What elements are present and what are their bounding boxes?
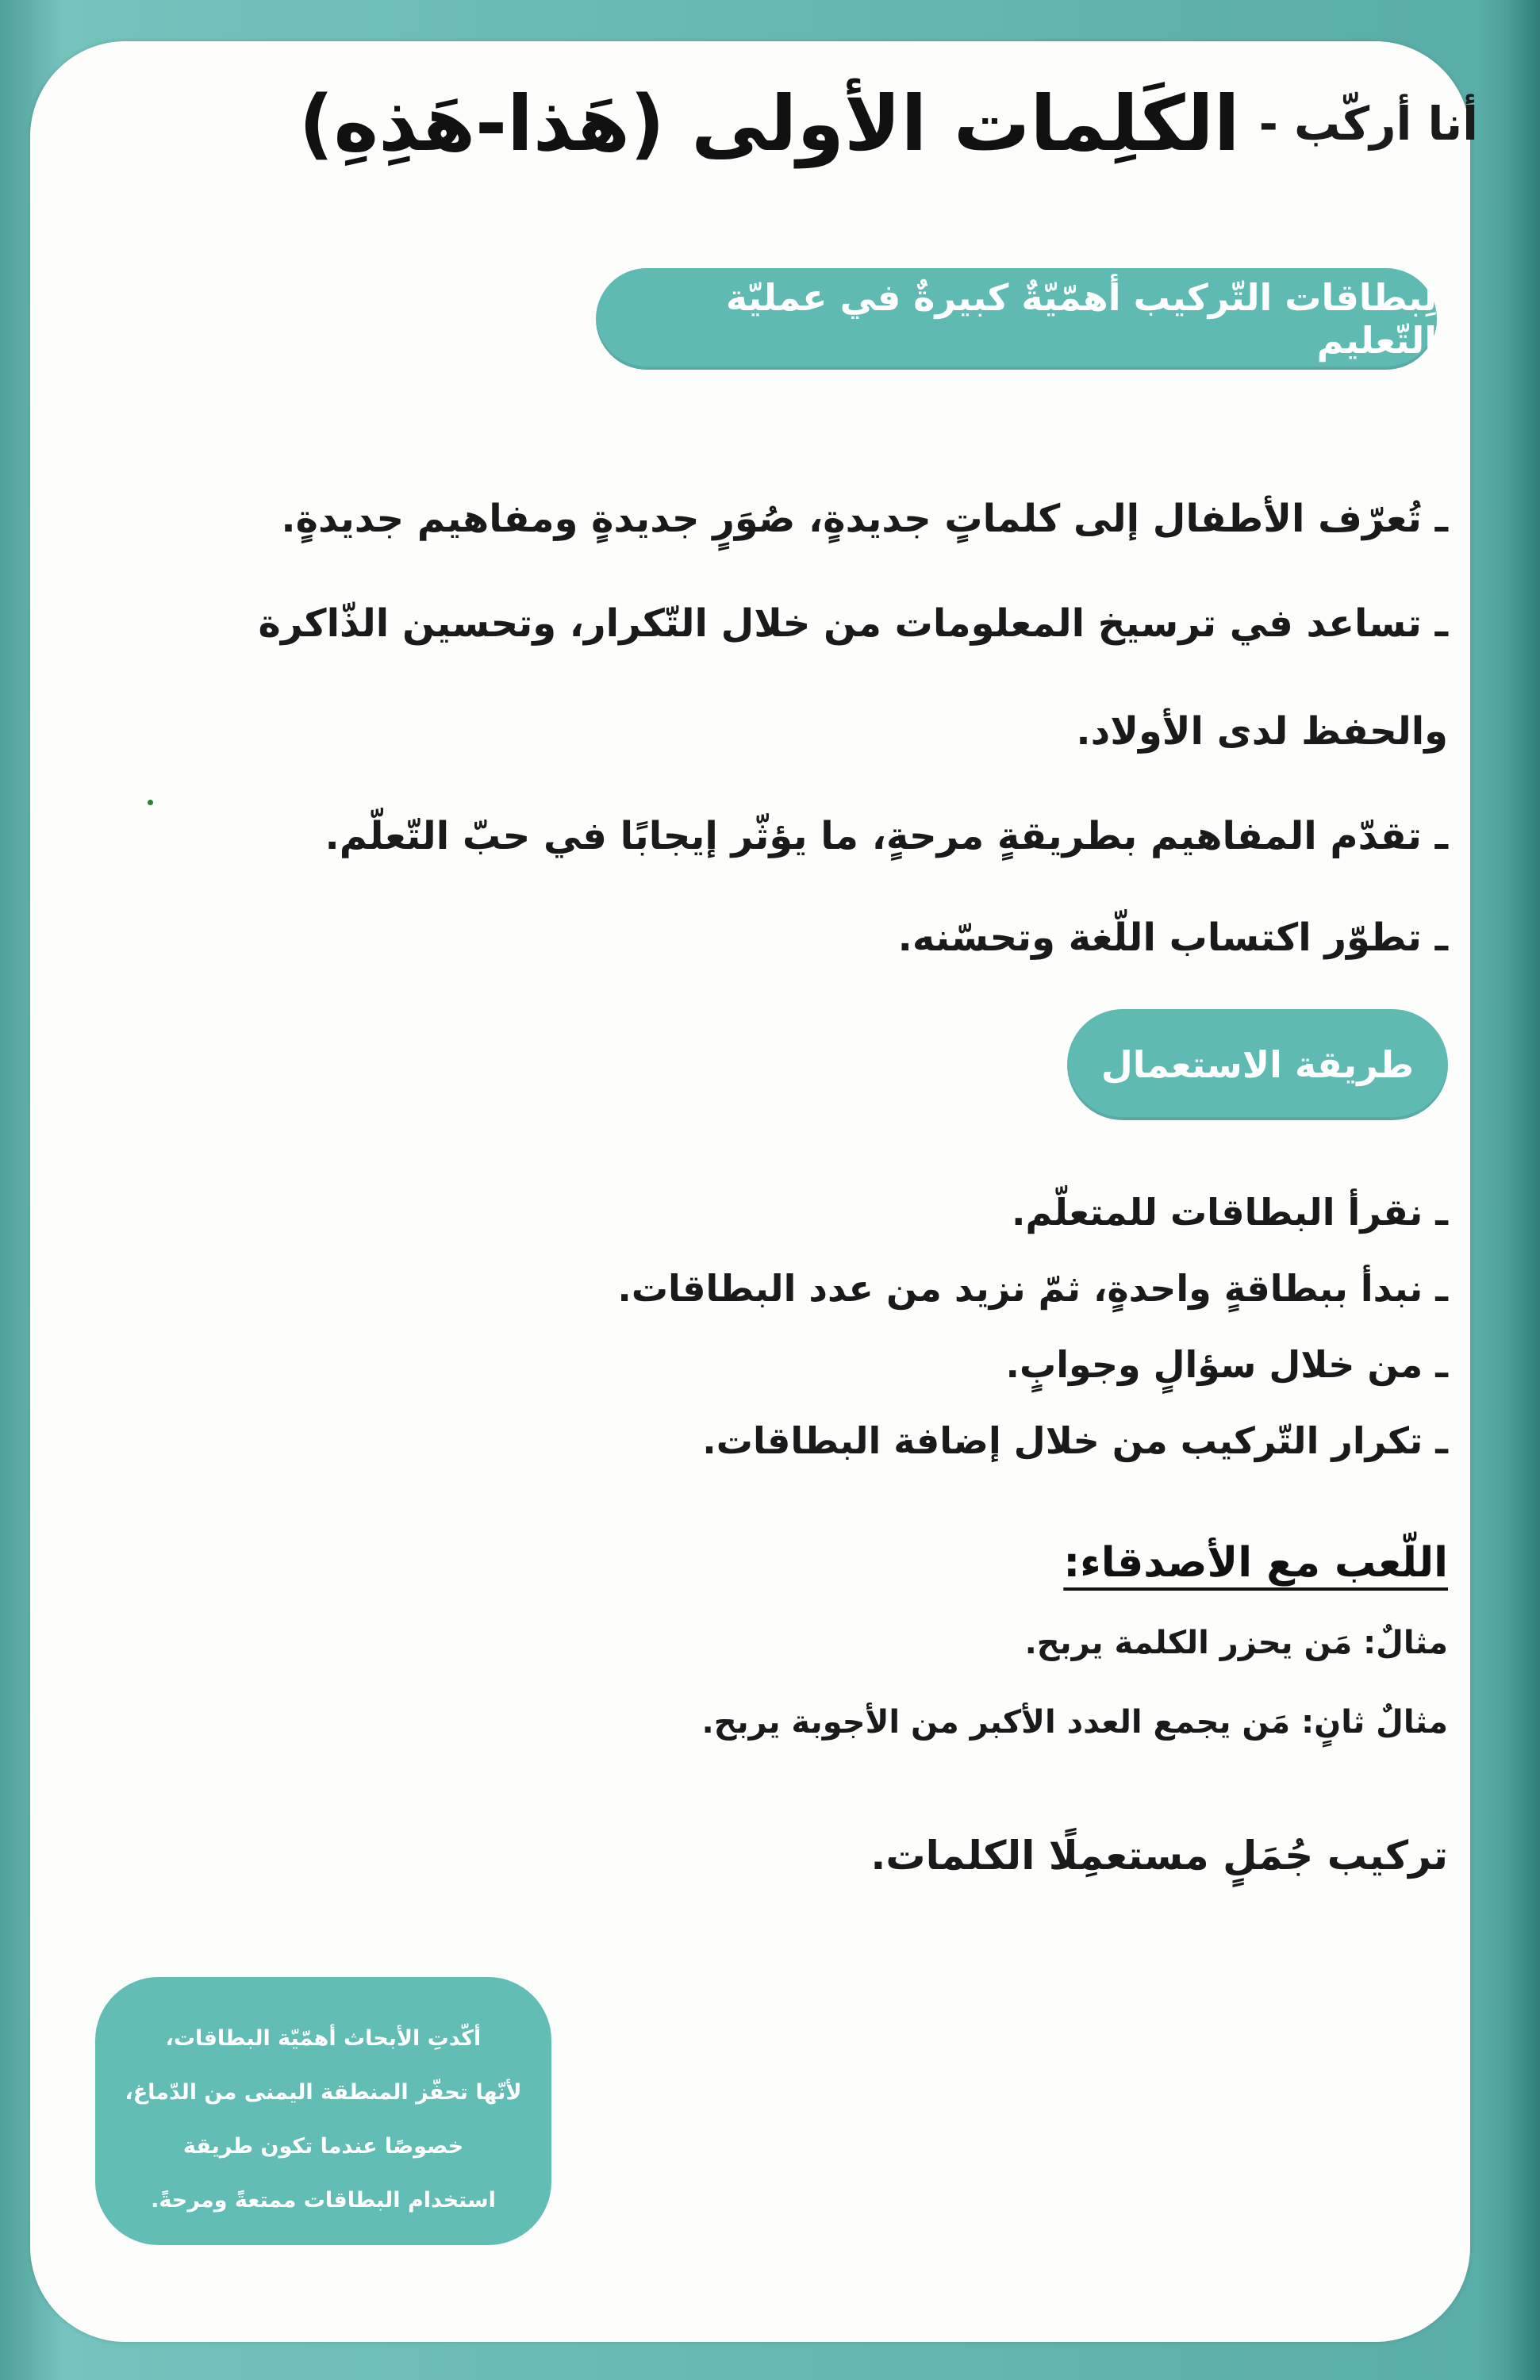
list-item-continuation: والحفظ لدى الأولاد. [1076,709,1448,754]
card-box-edge [1510,0,1540,2380]
list-item: ـ تقدّم المفاهيم بطريقةٍ مرحةٍ، ما يؤثّر إيجابًا في حبّ التّعلّم. [325,814,1448,858]
page-title [145,79,1478,168]
list-item: ـ تكرار التّركيب من خلال إضافة البطاقات. [702,1419,1448,1462]
research-note-line: استخدام البطاقات ممتعةً ومرحةً. [151,2188,496,2213]
list-item: ـ نقرأ البطاقات للمتعلّم. [1011,1191,1448,1234]
list-item: ـ من خلال سؤالٍ وجوابٍ. [1005,1343,1448,1386]
list-item: ـ تُعرّف الأطفال إلى كلماتٍ جديدةٍ، صُوَرٍ جديدةٍ ومفاهيم جديدةٍ. [281,497,1448,541]
friends-heading: اللّعب مع الأصدقاء: [1063,1539,1448,1587]
title-prefix: أنا أركّب - [1258,97,1478,151]
list-item: ـ تساعد في ترسيخ المعلومات من خلال التّكرار، وتحسين الذّاكرة [258,601,1448,646]
printing-speck [148,800,153,805]
importance-label: لِبطاقات التّركيب أهمّيّةٌ كبيرةٌ في عمليّة التّعليم [596,268,1437,370]
research-note-line: أكّدتِ الأبحاث أهمّيّة البطاقات، [165,2026,482,2051]
research-note-line: خصوصًا عندما تكون طريقة [182,2134,464,2159]
importance-list [163,468,1448,988]
usage-label: طريقة الاستعمال [1067,1009,1448,1120]
list-item: ـ تطوّر اكتساب اللّغة وتحسّنه. [897,916,1448,960]
list-item: ـ نبدأ ببطاقةٍ واحدةٍ، ثمّ نزيد من عدد البطاقات. [617,1267,1448,1310]
compose-sentences-note: تركيب جُمَلٍ مستعمِلًا الكلمات. [870,1833,1448,1879]
research-note-line: لأنّها تحفّز المنطقة اليمنى من الدّماغ، [125,2080,522,2105]
title-main: الكَلِمات الأولى (هَذا-هَذِهِ) [298,79,1240,168]
friends-example-1: مثالٌ: مَن يحزر الكلمة يربح. [1024,1625,1448,1661]
usage-list [163,1174,1448,1479]
friends-example-2: مثالٌ ثانٍ: مَن يجمع العدد الأكبر من الأجوبة يربح. [701,1704,1448,1741]
research-note-box [95,1977,551,2245]
